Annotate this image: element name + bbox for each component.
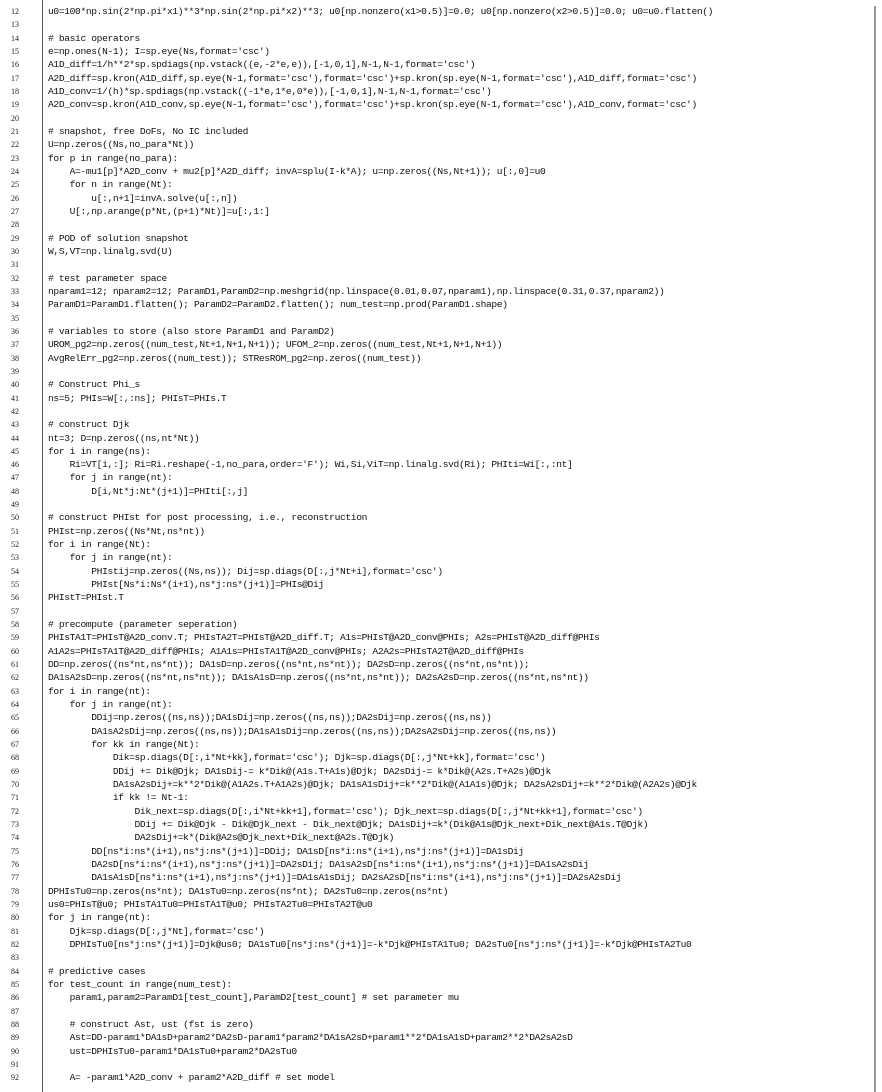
line-number: 31 [11, 260, 19, 270]
code-line [0, 1071, 882, 1084]
code-text: # construct Ast, ust (fst is zero) [48, 1018, 254, 1030]
code-line [0, 858, 882, 871]
line-number: 81 [11, 926, 19, 936]
code-text: for test_count in range(num_test): [48, 978, 232, 990]
line-number: 62 [11, 673, 19, 683]
line-number: 30 [11, 246, 19, 256]
code-line [0, 1058, 882, 1071]
line-number: 59 [11, 633, 19, 643]
line-number: 42 [11, 406, 19, 416]
code-text: nt=3; D=np.zeros((ns,nt*Nt)) [48, 432, 200, 444]
line-number: 32 [11, 273, 19, 283]
code-text: PHIstij=np.zeros((Ns,ns)); Dij=sp.diags(D[:,j*Nt+i],format='csc') [48, 565, 443, 577]
line-number: 12 [11, 7, 19, 16]
code-text: u[:,n+1]=invA.solve(u[:,n]) [48, 192, 238, 204]
code-text: Dik_next=sp.diags(D[:,i*Nt+kk+1],format='csc'); Djk_next=sp.diags(D[:,j*Nt+kk+1],format='csc') [48, 805, 643, 817]
line-number: 70 [11, 780, 19, 790]
code-text: DDij += Dik@Djk - Dik@Djk_next - Dik_next@Djk; DA1sDij+=k*(Dik@A1s@Djk_next+Dik_next@A1s.T@Djk) [48, 819, 649, 831]
code-text: us0=PHIsT@u0; PHIsTA1Tu0=PHIsTA1T@u0; PHIsTA2Tu0=PHIsTA2T@u0 [48, 898, 373, 910]
line-number: 53 [11, 553, 19, 563]
code-line [0, 232, 882, 245]
code-text: for i in range(ns): [48, 445, 151, 457]
line-number: 16 [11, 60, 19, 70]
line-number: 52 [11, 540, 19, 550]
code-line [0, 898, 882, 911]
code-line [0, 258, 882, 271]
line-number: 63 [11, 686, 19, 696]
line-number: 65 [11, 713, 19, 723]
code-line [0, 1045, 882, 1058]
line-number: 68 [11, 753, 19, 763]
code-text: U[:,np.arange(p*Nt,(p+1)*Nt)]=u[:,1:] [48, 205, 270, 217]
code-line [0, 378, 882, 391]
line-number: 90 [11, 1046, 19, 1056]
code-line [0, 578, 882, 591]
code-text: nparam1=12; nparam2=12; ParamD1,ParamD2=np.meshgrid(np.linspace(0.01,0.07,nparam1),np.linspace(0.31,0.37,nparam2)) [48, 285, 665, 297]
code-line [0, 18, 882, 31]
line-number: 50 [11, 513, 19, 523]
code-text: UROM_pg2=np.zeros((num_test,Nt+1,N+1,N+1)); UFOM_2=np.zeros((num_test,Nt+1,N+1,N+1)) [48, 339, 503, 351]
line-number: 80 [11, 913, 19, 923]
code-text: for kk in range(Nt): [48, 739, 200, 751]
code-text: # variables to store (also store ParamD1 and ParamD2) [48, 325, 335, 337]
line-number: 22 [11, 140, 19, 150]
code-line [0, 831, 882, 844]
code-line [0, 138, 882, 151]
line-number: 75 [11, 846, 19, 856]
code-line [0, 165, 882, 178]
code-text: for j in range(nt): [48, 912, 151, 924]
line-number: 87 [11, 1006, 19, 1016]
code-line [0, 418, 882, 431]
code-line [0, 405, 882, 418]
line-number: 74 [11, 833, 19, 843]
line-number: 76 [11, 860, 19, 869]
line-number: 19 [11, 100, 19, 110]
line-number: 48 [11, 486, 19, 496]
code-line [0, 738, 882, 751]
code-text: # basic operators [48, 32, 140, 44]
code-line [0, 618, 882, 631]
code-line [0, 298, 882, 311]
code-text: # Construct Phi_s [48, 379, 140, 391]
code-line [0, 178, 882, 191]
code-text: DD[ns*i:ns*(i+1),ns*j:ns*(j+1)]=DDij; DA1sD[ns*i:ns*(i+1),ns*j:ns*(j+1)]=DA1sDij [48, 845, 524, 857]
code-text: DPHIsTu0=np.zeros(ns*nt); DA1sTu0=np.zeros(ns*nt); DA2sTu0=np.zeros(ns*nt) [48, 885, 449, 897]
code-line [0, 725, 882, 738]
code-text: for j in range(nt): [48, 699, 173, 711]
code-line [0, 445, 882, 458]
line-number: 45 [11, 446, 19, 456]
line-number: 14 [11, 33, 19, 43]
code-text: ns=5; PHIs=W[:,:ns]; PHIsT=PHIs.T [48, 392, 227, 404]
code-text: PHIsTA1T=PHIsT@A2D_conv.T; PHIsTA2T=PHIsT@A2D_diff.T; A1s=PHIsT@A2D_conv@PHIs; A2s=PHIsT@A2D_diff@PHIs [48, 632, 600, 644]
code-line [0, 698, 882, 711]
code-line [0, 272, 882, 285]
code-line [0, 671, 882, 684]
code-line [0, 658, 882, 671]
code-line [0, 85, 882, 98]
code-line [0, 1018, 882, 1031]
code-line [0, 1031, 882, 1044]
code-line [0, 765, 882, 778]
code-text: Djk=sp.diags(D[:,j*Nt],format='csc') [48, 925, 265, 937]
code-line [0, 1005, 882, 1018]
line-number: 36 [11, 326, 19, 336]
code-text: A1D_diff=1/h**2*sp.spdiags(np.vstack((e,-2*e,e)),[-1,0,1],N-1,N-1,format='csc') [48, 59, 476, 71]
code-text: for n in range(Nt): [48, 179, 173, 191]
code-text: # POD of solution snapshot [48, 232, 189, 244]
code-line [0, 365, 882, 378]
code-line [0, 72, 882, 85]
code-line [0, 965, 882, 978]
code-line [0, 32, 882, 45]
line-number: 33 [11, 286, 19, 296]
code-text: # construct Djk [48, 419, 130, 431]
code-line [0, 152, 882, 165]
code-text: DA1sA2sD=np.zeros((ns*nt,ns*nt)); DA1sA1sD=np.zeros((ns*nt,ns*nt)); DA2sA2sD=np.zeros((ns*nt,ns*nt)) [48, 672, 589, 684]
code-text: # precompute (parameter seperation) [48, 619, 238, 631]
code-text: A1D_conv=1/(h)*sp.spdiags(np.vstack((-1*e,1*e,0*e)),[-1,0,1],N-1,N-1,format='csc') [48, 85, 492, 97]
line-number: 23 [11, 153, 19, 163]
code-line [0, 805, 882, 818]
line-number: 61 [11, 660, 19, 670]
code-line [0, 352, 882, 365]
code-line [0, 885, 882, 898]
code-text: # test parameter space [48, 272, 167, 284]
code-text: for j in range(nt): [48, 472, 173, 484]
line-number: 79 [11, 899, 19, 909]
code-text: DA1sA2sDij+=k**2*Dik@(A1A2s.T+A1A2s)@Djk; DA1sA1sDij+=k**2*Dik@(A1A1s)@Djk; DA2sA2sDij+=k**2*Dik@(A2A2s)@Djk [48, 779, 697, 791]
code-line [0, 192, 882, 205]
code-text: for i in range(Nt): [48, 539, 151, 551]
code-line [0, 45, 882, 58]
code-line [0, 285, 882, 298]
code-text: DDij=np.zeros((ns,ns));DA1sDij=np.zeros((ns,ns));DA2sDij=np.zeros((ns,ns)) [48, 712, 492, 724]
line-number: 47 [11, 473, 19, 483]
code-line [0, 925, 882, 938]
code-line [0, 538, 882, 551]
code-line [0, 778, 882, 791]
line-number: 84 [11, 966, 19, 976]
code-text: # construct PHIst for post processing, i.e., reconstruction [48, 512, 368, 524]
line-number: 24 [11, 166, 19, 176]
code-text: # snapshot, free DoFs, No IC included [48, 125, 249, 137]
code-text: for j in range(nt): [48, 552, 173, 564]
line-number: 73 [11, 820, 19, 830]
code-line [0, 711, 882, 724]
code-line [0, 5, 882, 18]
code-line [0, 605, 882, 618]
code-text: U=np.zeros((Ns,no_para*Nt)) [48, 139, 194, 151]
code-line [0, 631, 882, 644]
code-text: # predictive cases [48, 965, 146, 977]
line-number: 29 [11, 233, 19, 243]
line-number: 21 [11, 126, 19, 136]
code-line [0, 871, 882, 884]
code-text: DA2sD[ns*i:ns*(i+1),ns*j:ns*(j+1)]=DA2sDij; DA1sA2sD[ns*i:ns*(i+1),ns*j:ns*(j+1)]=DA1sA2sDij [48, 859, 589, 870]
code-line [0, 911, 882, 924]
line-number: 51 [11, 526, 19, 536]
line-number: 18 [11, 86, 19, 96]
code-line [0, 551, 882, 564]
line-number: 35 [11, 313, 19, 323]
line-number: 20 [11, 113, 19, 123]
code-line [0, 458, 882, 471]
line-number: 54 [11, 566, 19, 576]
line-number: 43 [11, 420, 19, 430]
line-number: 89 [11, 1033, 19, 1043]
line-number: 69 [11, 766, 19, 776]
line-number: 56 [11, 593, 19, 603]
code-line [0, 845, 882, 858]
code-text: D[i,Nt*j:Nt*(j+1)]=PHIti[:,j] [48, 485, 249, 497]
code-line [0, 685, 882, 698]
code-text: DPHIsTu0[ns*j:ns*(j+1)]=Djk@us0; DA1sTu0[ns*j:ns*(j+1)]=-k*Djk@PHIsTA1Tu0; DA2sTu0[ns*j:ns*(j+1)]=-k*Djk@PHIsTA2Tu0 [48, 938, 692, 950]
code-line [0, 205, 882, 218]
code-text: e=np.ones(N-1); I=sp.eye(Ns,format='csc') [48, 45, 270, 57]
code-text: A2D_conv=sp.kron(A1D_conv,sp.eye(N-1,format='csc'),format='csc')+sp.kron(sp.eye(N-1,format='csc'),A1D_conv,format='csc') [48, 99, 697, 111]
code-line [0, 392, 882, 405]
line-number: 67 [11, 740, 19, 750]
line-number: 92 [11, 1073, 19, 1083]
code-text: Dik=sp.diags(D[:,i*Nt+kk],format='csc'); Djk=sp.diags(D[:,j*Nt+kk],format='csc') [48, 752, 546, 764]
line-number: 49 [11, 500, 19, 510]
code-line [0, 245, 882, 258]
line-number: 66 [11, 726, 19, 736]
line-number: 37 [11, 340, 19, 350]
line-number: 58 [11, 620, 19, 630]
code-line [0, 432, 882, 445]
code-text: PHIst=np.zeros((Ns*Nt,ns*nt)) [48, 525, 205, 537]
code-line [0, 511, 882, 524]
code-text: Ast=DD-param1*DA1sD+param2*DA2sD-param1*param2*DA1sA2sD+param1**2*DA1sA1sD+param2**2*DA2sA2sD [48, 1032, 573, 1044]
code-text: for i in range(nt): [48, 685, 151, 697]
code-line [0, 938, 882, 951]
line-number: 57 [11, 606, 19, 616]
code-line [0, 125, 882, 138]
line-number: 15 [11, 46, 19, 56]
line-number: 27 [11, 206, 19, 216]
line-number: 55 [11, 580, 19, 590]
line-number: 83 [11, 953, 19, 963]
code-text: A= -param1*A2D_conv + param2*A2D_diff # set model [48, 1072, 335, 1084]
code-line [0, 818, 882, 831]
line-number: 85 [11, 979, 19, 989]
code-listing [0, 5, 882, 1085]
code-text: DDij += Dik@Djk; DA1sDij-= k*Dik@(A1s.T+A1s)@Djk; DA2sDij-= k*Dik@(A2s.T+A2s)@Djk [48, 765, 551, 777]
code-text: A2D_diff=sp.kron(A1D_diff,sp.eye(N-1,format='csc'),format='csc')+sp.kron(sp.eye(N-1,format='csc'),A1D_diff,format='csc') [48, 72, 697, 84]
code-line [0, 991, 882, 1004]
code-text: Ri=VT[i,:]; Ri=Ri.reshape(-1,no_para,order='F'); Wi,Si,ViT=np.linalg.svd(Ri); PHIti=Wi[:,:nt] [48, 459, 573, 471]
code-text: for p in range(no_para): [48, 152, 178, 164]
line-number: 41 [11, 393, 19, 403]
code-line [0, 98, 882, 111]
line-number: 78 [11, 886, 19, 896]
code-text: A=-mu1[p]*A2D_conv + mu2[p]*A2D_diff; invA=splu(I-k*A); u=np.zeros((Ns,Nt+1)); u[:,0]=u0 [48, 165, 546, 177]
line-number: 39 [11, 366, 19, 376]
code-line [0, 645, 882, 658]
code-line [0, 591, 882, 604]
code-text: param1,param2=ParamD1[test_count],ParamD2[test_count] # set parameter mu [48, 992, 459, 1004]
line-number: 72 [11, 806, 19, 816]
line-number: 17 [11, 73, 19, 83]
code-line [0, 951, 882, 964]
code-line [0, 325, 882, 338]
code-text: ust=DPHIsTu0-param1*DA1sTu0+param2*DA2sTu0 [48, 1045, 297, 1057]
code-line [0, 498, 882, 511]
code-text: DA2sDij+=k*(Dik@A2s@Djk_next+Dik_next@A2s.T@Djk) [48, 832, 395, 844]
code-text: PHIst[Ns*i:Ns*(i+1),ns*j:ns*(j+1)]=PHIs@Dij [48, 579, 324, 591]
line-number: 82 [11, 939, 19, 949]
code-line [0, 338, 882, 351]
line-number: 26 [11, 193, 19, 203]
code-line [0, 978, 882, 991]
code-text: DD=np.zeros((ns*nt,ns*nt)); DA1sD=np.zeros((ns*nt,ns*nt)); DA2sD=np.zeros((ns*nt,ns*nt)); [48, 659, 530, 671]
code-line [0, 751, 882, 764]
line-number: 25 [11, 180, 19, 190]
code-line [0, 525, 882, 538]
line-number: 71 [11, 793, 19, 803]
line-number: 40 [11, 380, 19, 390]
line-number: 77 [11, 873, 19, 883]
line-number: 28 [11, 220, 19, 230]
code-line [0, 312, 882, 325]
code-text: DA1sA1sD[ns*i:ns*(i+1),ns*j:ns*(j+1)]=DA1sA1sDij; DA2sA2sD[ns*i:ns*(i+1),ns*j:ns*(j+1)]=DA2sA2sDij [48, 872, 622, 884]
code-line [0, 471, 882, 484]
code-line [0, 791, 882, 804]
code-text: W,S,VT=np.linalg.svd(U) [48, 245, 173, 257]
line-number: 13 [11, 20, 19, 30]
code-text: if kk != Nt-1: [48, 792, 189, 804]
line-number: 38 [11, 353, 19, 363]
code-text: u0=100*np.sin(2*np.pi*x1)**3*np.sin(2*np.pi*x2)**3; u0[np.nonzero(x1>0.5)]=0.0; u0[np.nonzero(x2>0.5)]=0.0; u0=u0.flatten() [48, 6, 714, 17]
code-text: PHIstT=PHIst.T [48, 592, 124, 604]
line-number: 86 [11, 993, 19, 1003]
code-line [0, 58, 882, 71]
line-number: 46 [11, 460, 19, 470]
line-number: 91 [11, 1059, 19, 1069]
code-text: A1A2s=PHIsTA1T@A2D_diff@PHIs; A1A1s=PHIsTA1T@A2D_conv@PHIs; A2A2s=PHIsTA2T@A2D_diff@PHIs [48, 645, 524, 657]
code-line [0, 565, 882, 578]
line-number: 34 [11, 300, 19, 310]
line-number: 88 [11, 1019, 19, 1029]
code-line [0, 112, 882, 125]
code-line [0, 218, 882, 231]
code-text: AvgRelErr_pg2=np.zeros((num_test)); STResROM_pg2=np.zeros((num_test)) [48, 352, 422, 364]
code-text: DA1sA2sDij=np.zeros((ns,ns));DA1sA1sDij=np.zeros((ns,ns));DA2sA2sDij=np.zeros((ns,ns)) [48, 725, 557, 737]
line-number: 64 [11, 700, 19, 710]
line-number: 44 [11, 433, 19, 443]
line-number: 60 [11, 646, 19, 656]
code-line [0, 485, 882, 498]
code-text: ParamD1=ParamD1.flatten(); ParamD2=ParamD2.flatten(); num_test=np.prod(ParamD1.shape) [48, 299, 508, 311]
